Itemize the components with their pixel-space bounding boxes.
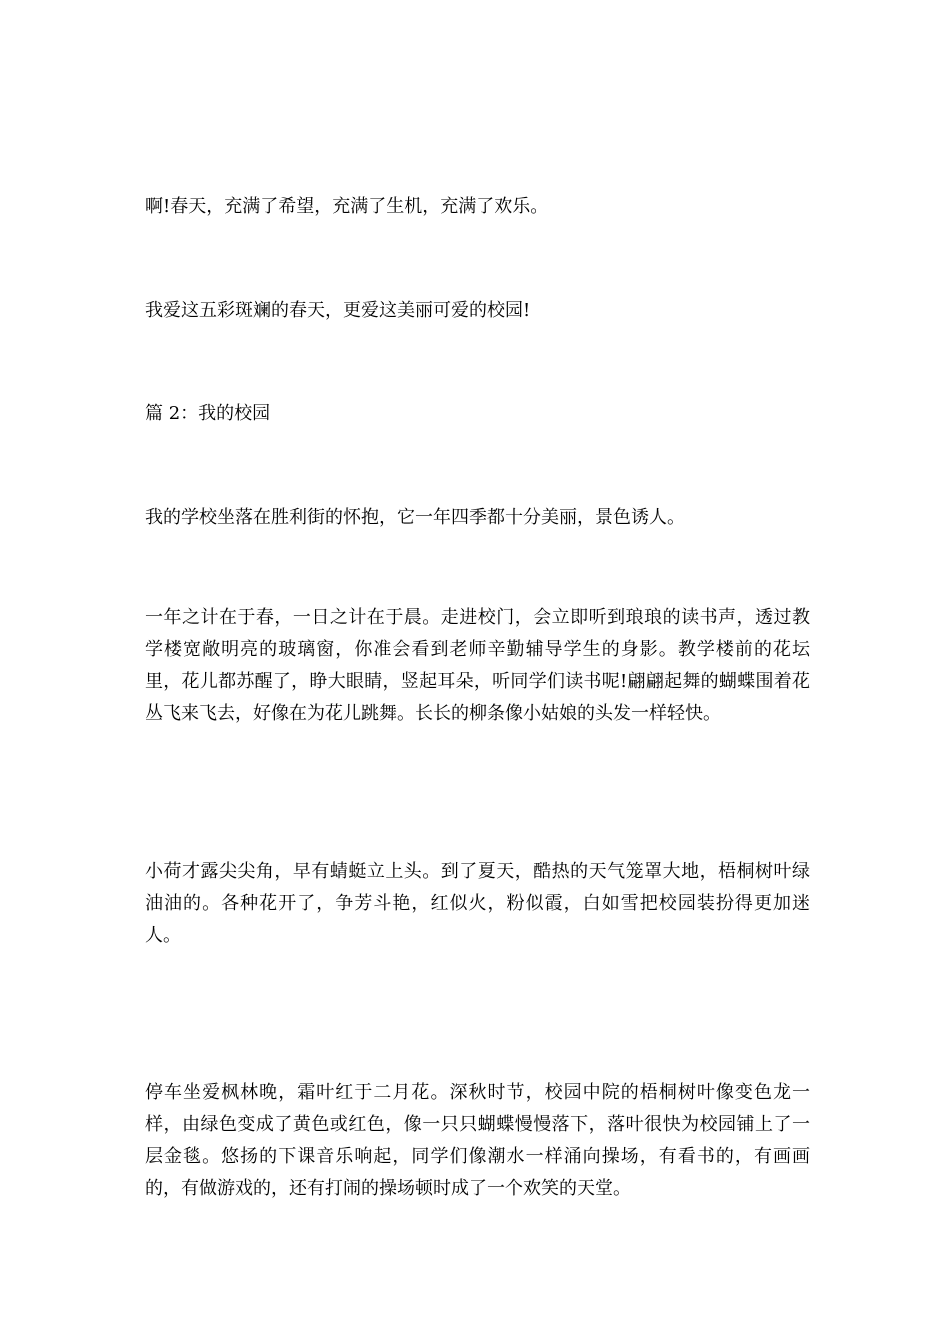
paragraph-summer: 小荷才露尖尖角，早有蜻蜓立上头。到了夏天，酷热的天气笼罩大地，梧桐树叶绿油油的。各种花开了，争芳斗艳，红似火，粉似霞，白如雪把校园装扮得更加迷人。 (145, 861, 810, 946)
section-heading: 篇 2：我的校园 (145, 403, 271, 424)
paragraph-love-campus: 我爱这五彩斑斓的春天，更爱这美丽可爱的校园! (145, 300, 531, 321)
paragraph-school-location: 我的学校坐落在胜利街的怀抱，它一年四季都十分美丽，景色诱人。 (145, 507, 685, 528)
paragraph-autumn: 停车坐爱枫林晚，霜叶红于二月花。深秋时节，校园中院的梧桐树叶像变色龙一样，由绿色变成了黄色或红色，像一只只蝴蝶慢慢落下，落叶很快为校园铺上了一层金毯。悠扬的下课音乐响起，同学们像潮水一样涌向操场，有看书的，有画画的，有做游戏的，还有打闹的操场顿时成了一个欢笑的天堂。 (145, 1082, 810, 1199)
paragraph-spring-exclamation: 啊!春天，充满了希望，充满了生机，充满了欢乐。 (145, 196, 549, 217)
paragraph-spring: 一年之计在于春，一日之计在于晨。走进校门，会立即听到琅琅的读书声，透过教学楼宽敞明亮的玻璃窗，你准会看到老师辛勤辅导学生的身影。教学楼前的花坛里，花儿都苏醒了，睁大眼睛，竖起耳朵，听同学们读书呢!翩翩起舞的蝴蝶围着花丛飞来飞去，好像在为花儿跳舞。长长的柳条像小姑娘的头发一样轻快。 (145, 607, 810, 724)
